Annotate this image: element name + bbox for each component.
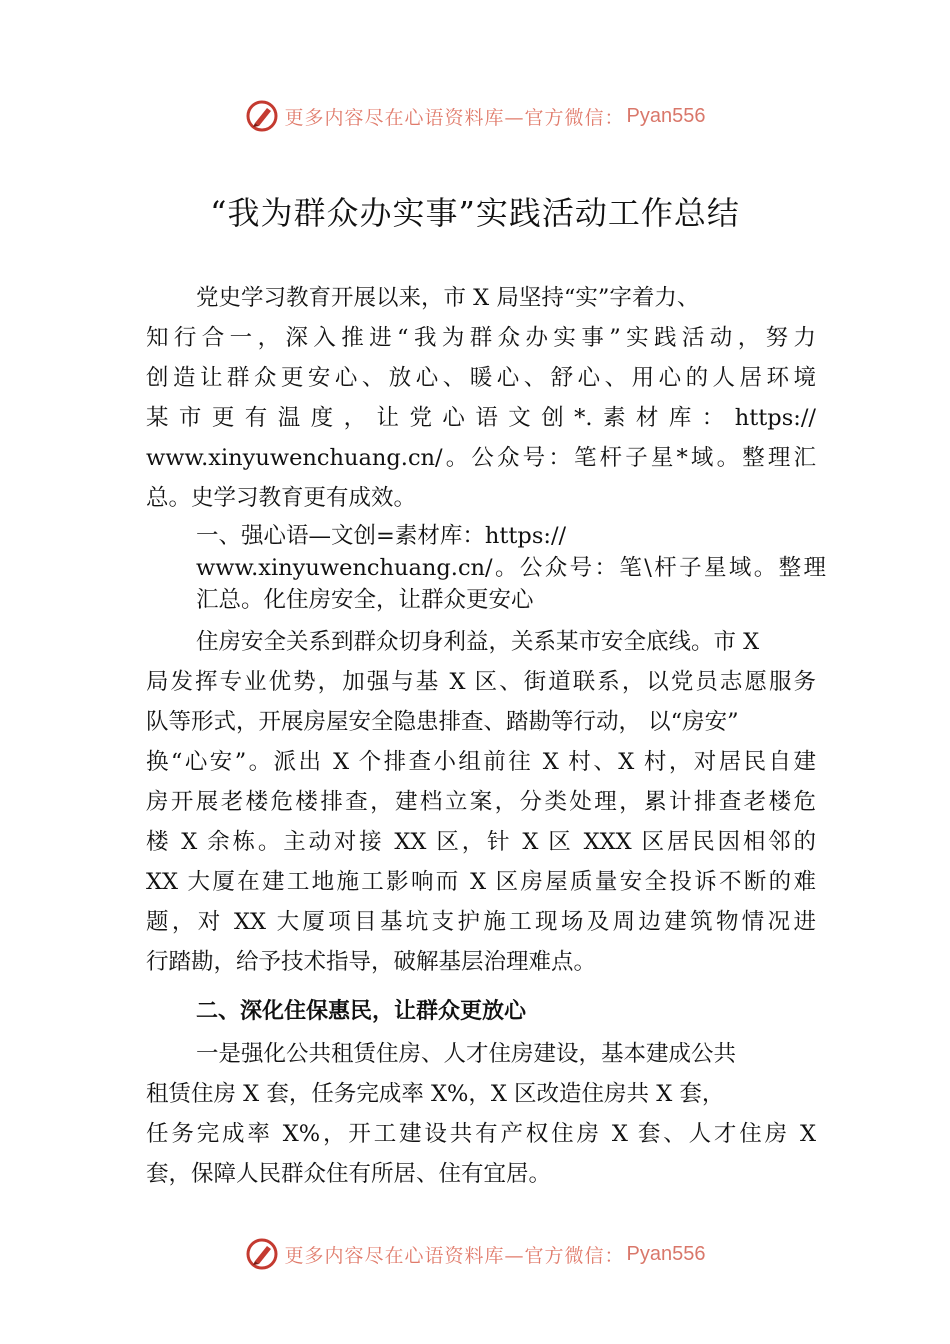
text-line: 换“心安”。派出 X 个排查小组前往 X 村、X 村，对居民自建	[146, 749, 816, 775]
banner-text: 更多内容尽在心语资料库—官方微信：	[284, 1244, 625, 1267]
text-line: 套，保障人民群众住有所居、住有宜居。	[146, 1161, 552, 1187]
text-line: 一、强心语—文创=素材库：https://	[196, 523, 567, 549]
section1-heading	[196, 520, 826, 616]
text-line: 住房安全关系到群众切身利益，关系某市安全底线。市 X	[196, 629, 760, 655]
text-line: 党史学习教育开展以来，市 X 局坚持“实”字着力、	[196, 285, 700, 311]
text-line: XX 大厦在建工地施工影响而 X 区房屋质量安全投诉不断的难	[146, 869, 816, 895]
section1-body	[146, 622, 816, 982]
text-line: 租赁住房 X 套，任务完成率 X%，X 区改造住房共 X 套，	[146, 1081, 725, 1107]
text-line: 队等形式，开展房屋安全隐患排查、踏勘等行动， 以“房安”	[146, 709, 739, 735]
intro-paragraph	[146, 278, 816, 518]
text-line: 总。史学习教育更有成效。	[146, 485, 417, 511]
text-line: www.xinyuwenchuang.cn/。公众号：笔\杆子星域。整理	[196, 555, 826, 581]
section2-body	[146, 1034, 816, 1194]
text-line: 行踏勘，给予技术指导，破解基层治理难点。	[146, 949, 597, 975]
text-line: 创造让群众更安心、放心、暖心、舒心、用心的人居环境	[146, 365, 816, 391]
pen-logo-icon	[245, 1237, 279, 1271]
pen-logo-icon	[245, 99, 279, 133]
text-line: 汇总。化住房安全，让群众更安心	[196, 587, 534, 613]
text-line: 局发挥专业优势，加强与基 X 区、街道联系，以党员志愿服务	[146, 669, 816, 695]
text-line: 知行合一，深入推进“我为群众办实事”实践活动，努力	[146, 325, 816, 351]
text-line: 任务完成率 X%，开工建设共有产权住房 X 套、人才住房 X	[146, 1121, 816, 1147]
banner-wechat-id: Pyan556	[626, 104, 706, 127]
text-line: 房开展老楼危楼排查，建档立案，分类处理，累计排查老楼危	[146, 789, 816, 815]
banner-text: 更多内容尽在心语资料库—官方微信：	[284, 106, 625, 129]
document-title: “我为群众办实事”实践活动工作总结	[210, 194, 740, 232]
footer-banner	[0, 1234, 950, 1274]
text-line: 楼 X 余栋。主动对接 XX 区，针 X 区 XXX 区居民因相邻的	[146, 829, 816, 855]
text-line: 一是强化公共租赁住房、人才住房建设，基本建成公共	[196, 1041, 737, 1067]
text-line: 题，对 XX 大厦项目基坑支护施工现场及周边建筑物情况进	[146, 909, 816, 935]
text-line: 某市更有温度，让党心语文创*.素材库：https://	[146, 405, 816, 431]
text-line: www.xinyuwenchuang.cn/。公众号：笔杆子星*域。整理汇	[146, 445, 816, 471]
section2-heading: 二、深化住保惠民，让群众更放心	[196, 999, 527, 1024]
banner-wechat-id: Pyan556	[626, 1242, 706, 1265]
header-banner	[0, 96, 950, 136]
